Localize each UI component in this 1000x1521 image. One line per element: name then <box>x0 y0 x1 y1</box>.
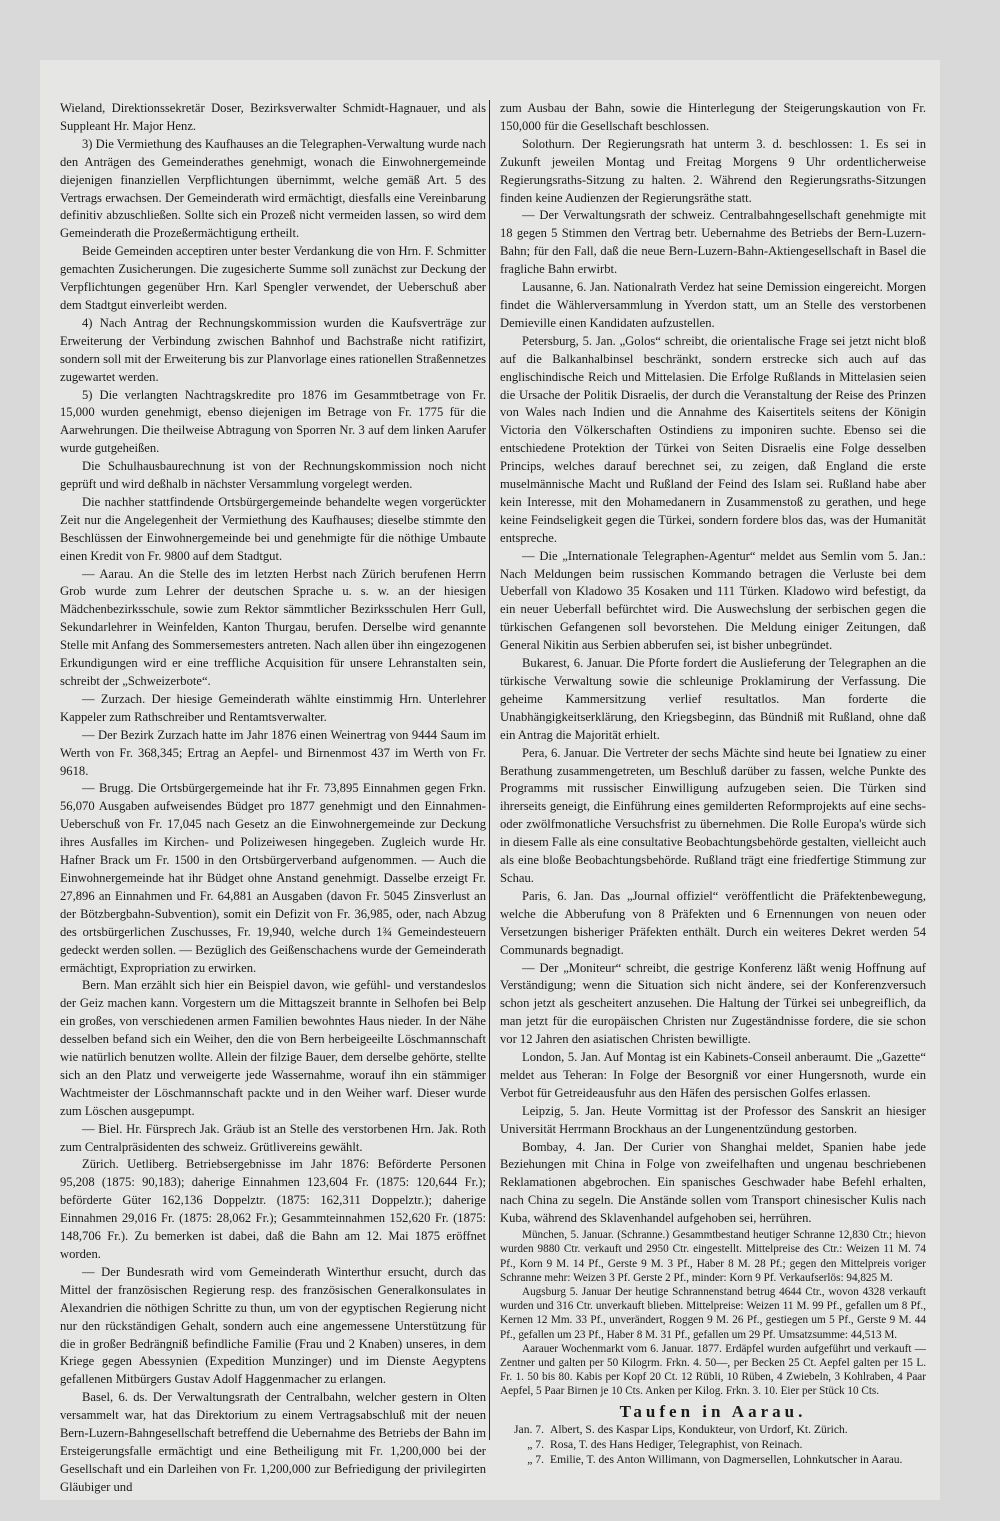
article-paragraph: Die nachher stattfindende Ortsbürgergemeinde behandelte wegen vorgerückter Zeit nur die Angelegenheit der Vermiethung des Kaufhauses; dieselbe stimmte den Beschlüssen der Einwohnergemeinde bei und genehmigte für die nöthige Umbaute einen Kredit von Fr. 9800 auf dem Stadtgut. <box>60 494 486 563</box>
baptism-text: Emilie, T. des Anton Willimann, von Dagmersellen, Lohnkutscher in Aarau. <box>550 1453 903 1467</box>
right-news <box>500 100 926 1228</box>
left-column <box>60 100 486 1497</box>
article-paragraph: Lausanne, 6. Jan. Nationalrath Verdez hat seine Demission eingereicht. Morgen findet die Wählerversammlung in Yverdon statt, um an Stelle des verstorbenen Demieville einen Kandidaten aufzustellen. <box>500 280 926 330</box>
baptism-entry <box>500 1437 926 1452</box>
baptism-date: Jan. 7. <box>514 1423 544 1437</box>
article-paragraph: 4) Nach Antrag der Rechnungskommission wurden die Kaufsverträge zur Erweiterung der Verbindung zwischen Bahnhof und Bachstraße nicht ratifizirt, sondern soll mit der Erweiterung bis zur Planvorlage eines rationellen Straßennetzes zugewartet werden. <box>60 315 486 384</box>
baptisms-list <box>500 1422 926 1467</box>
article-paragraph: Zürich. Uetliberg. Betriebsergebnisse im Jahr 1876: Beförderte Personen 95,208 (1875: 90,183); daherige Einnahmen 123,604 Fr. (1875: 120,644 Fr.); beförderte Güter 162,136 Doppelztr. (1875: 162,311 Doppelztr.); daherige Einnahmen 29,016 Fr. (1875: 28,062 Fr.); Gesammteinnahmen 152,620 Fr. (1875: 148,706 Fr.). Zu bemerken ist dabei, daß die Bahn am 12. Mai 1875 eröffnet worden. <box>60 1157 486 1261</box>
baptism-date: „ 7. <box>527 1438 544 1452</box>
article-paragraph: zum Ausbau der Bahn, sowie die Hinterlegung der Steigerungskaution von Fr. 150,000 für die Gesellschaft beschlossen. <box>500 101 926 133</box>
article-paragraph: Beide Gemeinden acceptiren unter bester Verdankung die von Hrn. F. Schmitter gemachten Zusicherungen. Die zugesicherte Summe soll zunächst zur Deckung der Verpflichtungen gegenüber Hrn. Karl Spengler verwendet, der Ueberschuß aber dem Stadtgut einverleibt werden. <box>60 244 486 312</box>
article-paragraph: 5) Die verlangten Nachtragskredite pro 1876 im Gesammtbetrage von Fr. 15,000 wurden genehmigt, ebenso diejenigen im Betrage von Fr. 1775 für die Aarwehrungen. Die theilweise Abtragung von Sporren Nr. 3 auf dem linken Aarufer wurde gutgeheißen. <box>60 387 486 456</box>
article-paragraph: 3) Die Vermiethung des Kaufhauses an die Telegraphen-Verwaltung wurde nach den Anträgen des Gemeinderathes genehmigt, wonach die Einwohnergemeinde diejenigen finanziellen Verpflichtungen übernimmt, welche gemäß Art. 5 des Vertrags erwachsen. Der Gemeinderath wird ermächtigt, diesfalls eine Vereinbarung definitiv abzuschließen. Sollte sich ein Prozeß nicht vermeiden lassen, so wird dem Gemeinderath die Prozeßermächtigung ertheilt. <box>60 136 486 241</box>
market-report: München, 5. Januar. (Schranne.) Gesammtbestand heutiger Schranne 12,830 Ctr.; hievon wurden 9880 Ctr. verkauft und 2950 Ctr. eingestellt. Mittelpreise des Ctr.: Weizen 11 M. 74 Pf., Korn 9 M. 14 Pf., Gerste 9 M. 3 Pf., Haber 8 M. 28 Pf.; gegen den Mittelpreis voriger Schranne mehr: Weizen 3 Pf. Gerste 2 Pf., minder: Korn 9 Pf. Verkaufserlös: 94,825 M. <box>500 1229 926 1284</box>
article-paragraph: — Der Bundesrath wird vom Gemeinderath Winterthur ersucht, durch das Mittel der französischen Regierung resp. des französischen Generalkonsulates in Alexandrien die nöthigen Schritte zu thun, um von der egyptischen Regierung nicht nur den rückständigen Gehalt, sondern auch eine angemessene Unterstützung für die in großer Bedrängniß befindliche Familie (Frau und 2 Knaben) unseres, in dem Kriege gegen Abessynien (Expedition Munzinger) und im Dienste Aegyptens gefallenen Mitbürgers Gustav Adolf Haggenmacher zu erlangen. <box>60 1264 486 1387</box>
article-paragraph: Bukarest, 6. Januar. Die Pforte fordert die Auslieferung der Telegraphen an die türkische Verwaltung sowie die schleunige Proklamirung der Verfassung. Die geheime Kammersitzung verlief resultatlos. Man forderte die Unabhängigkeitserklärung, den Kriegsbeginn, das Bündniß mit Rußland, ohne daß ein Antrag die Majorität erhielt. <box>500 656 926 742</box>
market-reports <box>500 1228 926 1398</box>
article-paragraph: Leipzig, 5. Jan. Heute Vormittag ist der Professor des Sanskrit an hiesiger Universität Herrmann Brockhaus an der Lungenentzündung gestorben. <box>500 1103 926 1136</box>
article-paragraph: — Der Bezirk Zurzach hatte im Jahr 1876 einen Weinertrag von 9444 Saum im Werth von Fr. 368,345; Ertrag an Aepfel- und Birnenmost 437 im Werth von Fr. 9618. <box>60 727 486 778</box>
baptisms-title: Taufen in Aarau. <box>619 1401 807 1421</box>
article-paragraph: Solothurn. Der Regierungsrath hat unterm 3. d. beschlossen: 1. Es sei in Zukunft jeweilen Montag und Freitag Morgens 9 Uhr ordentlicherweise Regierungsraths-Sitzung zu halten. 2. Während den Regierungsraths-Sitzungen finden keine Audienzen der Regierungsräthe statt. <box>500 136 926 205</box>
market-report: Augsburg 5. Januar Der heutige Schrannenstand betrug 4644 Ctr., wovon 4328 verkauft wurden und 316 Ctr. unverkauft blieben. Mittelpreise: Weizen 11 M. 99 Pf., gefallen um 8 Pf., Kernen 12 Mm. 33 Pf., unverändert, Roggen 9 M. 26 Pf., gestiegen um 5 Pf., Gerste 9 M. 44 Pf., gefallen um 23 Pf., Haber 8 M. 31 Pf., gefallen um 29 Pf. Umsatzsumme: 44,513 M. <box>500 1285 926 1341</box>
baptism-entry <box>500 1422 926 1437</box>
baptism-text: Albert, S. des Kaspar Lips, Kondukteur, von Urdorf, Kt. Zürich. <box>550 1423 848 1437</box>
baptism-text: Rosa, T. des Hans Hediger, Telegraphist, von Reinach. <box>550 1438 803 1452</box>
article-paragraph: — Der Verwaltungsrath der schweiz. Centralbahngesellschaft genehmigte mit 18 gegen 5 Stimmen den Vertrag betr. Uebernahme des Betriebs der Bern-Luzern-Bahn; für den Fall, daß die neue Bern-Luzern-Bahn-Aktiengesellschaft in Basel die fragliche Bahn erwirbt. <box>500 208 926 277</box>
article-paragraph: Bern. Man erzählt sich hier ein Beispiel davon, wie gefühl- und verstandeslos der Geiz machen kann. Vorgestern um die Mittagszeit brannte in Selhofen bei Belp ein großes, von verschiedenen armen Familien bewohntes Haus nieder. In der Nähe desselben befand sich ein Weiher, den die von Bern herbeigeeilte Löschmannschaft wie natürlich benutzen wollte. Allein der filzige Bauer, dem derselbe gehörte, stellte sich an den Platz und verweigerte jede Wassernahme, worauf ihn ein stämmiger Wachtmeister der Löschmannschaft packte und in den Weiher warf. Dieser wurde zum Löschen ausgepumpt. <box>60 978 486 1118</box>
article-paragraph: Bombay, 4. Jan. Der Curier von Shanghai meldet, Spanien habe jede Beziehungen mit China in Folge von zweifelhaften und ungenau beschriebenen Reklamationen abgebrochen. Ein spanisches Geschwader habe Befehl erhalten, nach China zu segeln. Die Anstände sollen vom Transport chinesischer Kulis nach Kuba, während des Sklavenhandel aufgehoben sei, herrühren. <box>500 1139 926 1226</box>
baptism-date: „ 7. <box>527 1453 544 1467</box>
article-paragraph: Paris, 6. Jan. Das „Journal offiziel“ veröffentlicht die Präfektenbewegung, welche die Abberufung von 8 Präfekten und 6 Ernennungen von neuen oder Versetzungen bisheriger Präfekten enthält. Durch ein weiteres Dekret werden 54 Communards begnadigt. <box>500 888 926 957</box>
baptism-entry <box>500 1452 926 1467</box>
article-paragraph: — Aarau. An die Stelle des im letzten Herbst nach Zürich berufenen Herrn Grob wurde zum Lehrer der deutschen Sprache u. s. w. an der hiesigen Mädchenbezirksschule, sowie zum Rektor sämmtlicher Bezirksschulen Herr Gull, Sekundarlehrer in Weinfelden, Kanton Thurgau, berufen. Derselbe wird genannte Stelle mit Anfang des Sommersemesters antreten. Nach allen über ihn eingezogenen Erkundigungen wird er eine treffliche Acquisition für unsere Lehranstalten sein, schreibt der „Schweizerbote“. <box>60 566 486 688</box>
article-paragraph: — Biel. Hr. Fürsprech Jak. Gräub ist an Stelle des verstorbenen Hrn. Jak. Roth zum Centralpräsidenten des schweiz. Grütlivereins gewählt. <box>60 1121 486 1154</box>
article-paragraph: Basel, 6. ds. Der Verwaltungsrath der Centralbahn, welcher gestern in Olten versammelt war, hat das Direktorium zu einem Vertragsabschluß mit der neuen Bern-Luzern-Bahngesellschaft betreffend die Uebernahme des Betriebs der Bahn im Ersteigerungsfalle ermächtigt und eine Betheiligung mit Fr. 1,200,000 bei der Gesellschaft und ein Darleihen von Fr. 1,200,000 zur Befriedigung der privilegirten Gläubiger und <box>60 1390 486 1494</box>
article-paragraph: Die Schulhausbaurechnung ist von der Rechnungskommission noch nicht geprüft und wird deßhalb in nächster Versammlung vorgelegt werden. <box>60 459 486 492</box>
article-paragraph: — Zurzach. Der hiesige Gemeinderath wählte einstimmig Hrn. Unterlehrer Kappeler zum Rathschreiber und Rentamtsverwalter. <box>60 691 486 724</box>
article-paragraph: London, 5. Jan. Auf Montag ist ein Kabinets-Conseil anberaumt. Die „Gazette“ meldet aus Teheran: In Folge der Besorgniß vor einer Hungersnoth, wurde ein Verbot für Getreideausfuhr aus den Häfen des persischen Golfes erlassen. <box>500 1050 926 1100</box>
article-paragraph: — Die „Internationale Telegraphen-Agentur“ meldet aus Semlin vom 5. Jan.: Nach Meldungen beim russischen Kommando betragen die Verluste bei dem Ueberfall von Kladowo 35 Kosaken und 111 Türken. Kladowo wird befestigt, da ein neuer Ueberfall befürchtet wird. Die Auswechslung der serbischen gegen die türkischen Gefangenen soll bevorstehen. Die Meldung einiger Zeitungen, daß General Nikitin aus Serbien abberufen sei, ist bisher unbegründet. <box>500 548 926 653</box>
right-column <box>500 100 926 1467</box>
article-paragraph: Petersburg, 5. Jan. „Golos“ schreibt, die orientalische Frage sei jetzt nicht bloß auf die Balkanhalbinsel beschränkt, sondern erstrecke sich auch auf das englischindische Reich und Mittelasien. Die Erfolge Rußlands in Mittelasien seien die Ursache der Politik Disraelis, der durch die Veranstaltung der Reise des Prinzen von Wales nach Indien und die Annahme des Kaisertitels seitens der Königin Victoria den Völkerschaften Ostindiens zu imponiren suchte. Ebenso sei die entschiedene Protektion der Türkei von Seiten Disraelis eine Folge desselben Princips, welches darauf berechnet sei, zu zeigen, daß England die erste muselmännische Macht und Rußland der Feind des Islam sei. Rußland habe aber kein Interesse, mit den Mohamedanern in Zusammenstoß zu gerathen, und hege keine Feindseligkeit gegen die Türkei, sondern fordere blos das, was der Humanität entspreche. <box>500 333 926 545</box>
article-paragraph: — Der „Moniteur“ schreibt, die gestrige Konferenz läßt wenig Hoffnung auf Verständigung; wenn die Situation sich nicht ändere, sei der Konferenzversuch schon jetzt als gescheitert anzusehen. Die Haltung der Türkei sei unbegreiflich, da man jetzt für die europäischen Christen nur Zugeständnisse fordere, die sie schon vor 12 Jahren den asiatischen Christen bewilligte. <box>500 960 926 1047</box>
article-paragraph: — Brugg. Die Ortsbürgergemeinde hat ihr Fr. 73,895 Einnahmen gegen Frkn. 56,070 Ausgaben aufweisendes Büdget pro 1877 genehmigt und den Einnahmen-Ueberschuß von Fr. 17,045 nach Gesetz an die Einwohnergemeinde zur Deckung ihres Ausfalles im Kirchen- und Polizeiwesen hingegeben. Zugleich wurde Hr. Hafner Brack um Fr. 1500 in den Ortsbürgerverband aufgenommen. — Auch die Einwohnergemeinde hat ihr Büdget ohne Anstand genehmigt. Dasselbe erzeigt Fr. 27,896 an Einnahmen und Fr. 64,881 an Ausgaben (davon Fr. 5045 Zinsverlust an der Bötzbergbahn-Subvention), somit ein Defizit von Fr. 36,985, oder, nach Abzug des ortsbürgerlichen Zuschusses, Fr. 19,940, welche durch 1¾ Gemeindesteuern gedeckt werden sollen. — Bezüglich des Geißenschachens wurde der Gemeinderath ermächtigt, Expropriation zu erwirken. <box>60 781 486 975</box>
market-report: Aarauer Wochenmarkt vom 6. Januar. 1877. Erdäpfel wurden aufgeführt und verkauft — Zentner und galten per 50 Kilogrm. Frkn. 4. 50—, per Becken 25 Ct. Aepfel galten per 15 L. Fr. 1. 50 bis 80. Kabis per Kopf 20 Ct. 12 Rübli, 10 Rüben, 4 Zwiebeln, 3 Kohlraben, 4 Paar Aepfel, 5 Paar Birnen je 10 Cts. Anken per Kilog. Frkn. 3. 10. Eier per Stück 10 Cts. <box>500 1342 926 1398</box>
column-divider <box>489 100 490 1440</box>
article-paragraph: Pera, 6. Januar. Die Vertreter der sechs Mächte sind heute bei Ignatiew zu einer Berathung zusammengetreten, um Beschluß darüber zu fassen, welche Punkte des Programms mit russischer Einwilligung aufzugeben seien. Die Türken sind ihrerseits geneigt, die Einführung eines gemilderten Reformprojekts auf eine sechs- oder zwölfmonatliche Versuchsfrist zu übernehmen. Die Rolle Europa's würde sich in diesem Falle als eine consultative Beobachtungsbehörde gestalten, vielleicht auch als eine bloße Beobachtungsbehörde. Rußland trägt eine friedfertige Stimmung zur Schau. <box>500 745 926 885</box>
article-paragraph: Wieland, Direktionssekretär Doser, Bezirksverwalter Schmidt-Hagnauer, und als Suppleant Hr. Major Henz. <box>60 101 486 133</box>
